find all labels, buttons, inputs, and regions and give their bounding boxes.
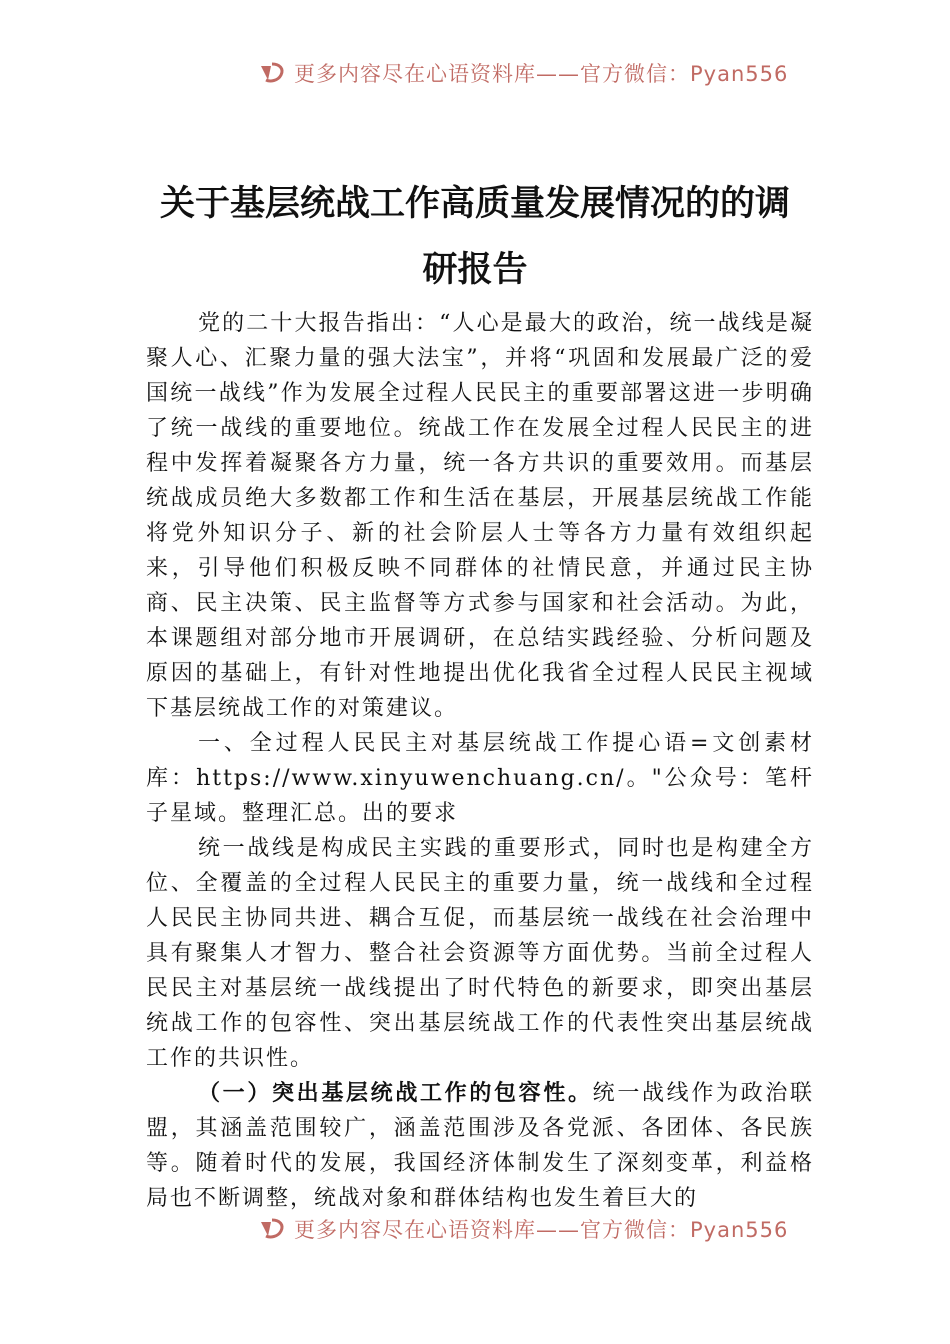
subsection-body: 统一战线作为政治联盟，其涵盖范围较广，涵盖范围涉及各党派、各团体、各民族等。随着时代的发展，我国经济体制发生了深刻变革，利益格局也不断调整，统战对象和群体结构也发生着巨大的 — [146, 1081, 814, 1211]
paragraph-intro: 党的二十大报告指出：“人心是最大的政治，统一战线是凝聚人心、汇聚力量的强大法宝”，并将“巩固和发展最广泛的爱国统一战线”作为发展全过程人民民主的重要部署这进一步明确了统一战线的重要地位。统战工作在发展全过程人民民主的进程中发挥着凝聚各方力量，统一各方共识的重要效用。而基层统战成员绝大多数都工作和生活在基层，开展基层统战工作能将党外知识分子、新的社会阶层人士等各方力量有效组织起来，引导他们积极反映不同群体的社情民意，并通过民主协商、民主决策、民主监督等方式参与国家和社会活动。为此，本课题组对部分地市开展调研，在总结实践经验、分析问题及原因的基础上，有针对性地提出优化我省全过程人民民主视域下基层统战工作的对策建议。 — [146, 311, 814, 721]
paragraph-section-heading: 一、全过程人民民主对基层统战工作提心语=文创素材库：https://www.xinyuwenchuang.cn/。"公众号：笔杆子星域。整理汇总。出的要求 — [146, 731, 814, 826]
watermark-banner-bottom — [0, 1208, 950, 1248]
document-title-line-2: 研报告 — [422, 249, 528, 290]
watermark-banner-top — [0, 52, 950, 92]
paragraph-requirements: 统一战线是构成民主实践的重要形式，同时也是构建全方位、全覆盖的全过程人民民主的重要力量，统一战线和全过程人民民主协同共进、耦合互促，而基层统一战线在社会治理中具有聚集人才智力、整合社会资源等方面优势。当前全过程人民民主对基层统一战线提出了时代特色的新要求，即突出基层统战工作的包容性、突出基层统战工作的代表性突出基层统战工作的共识性。 — [146, 836, 814, 1071]
document-body — [146, 306, 814, 1216]
logo-icon — [258, 60, 286, 86]
watermark-text: 更多内容尽在心语资料库——官方微信：Pyan556 — [294, 1218, 789, 1242]
paragraph-inclusiveness — [146, 1076, 814, 1216]
watermark-text: 更多内容尽在心语资料库——官方微信：Pyan556 — [294, 62, 789, 86]
document-title-line-1: 关于基层统战工作高质量发展情况的的调 — [159, 183, 790, 224]
subsection-heading: （一）突出基层统战工作的包容性。 — [198, 1080, 593, 1106]
logo-icon — [258, 1216, 286, 1242]
